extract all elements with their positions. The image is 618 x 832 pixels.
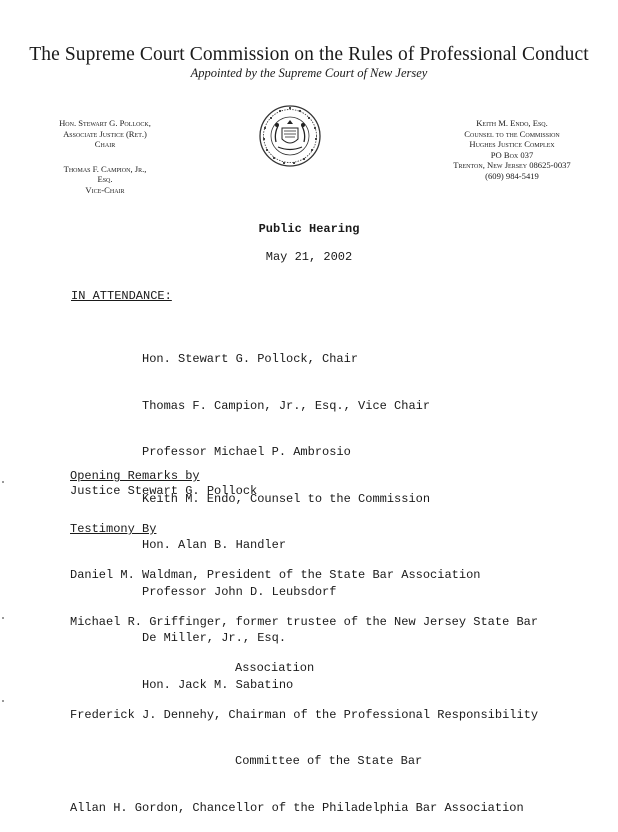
testimony-list — [70, 537, 538, 832]
testimony-heading: Testimony By — [70, 522, 157, 536]
list-item: Keith M. Endo, Counsel to the Commission — [142, 491, 431, 506]
counsel-building: Hughes Justice Complex — [469, 139, 555, 150]
list-item: Hon. Jack M. Sabatino — [142, 677, 294, 692]
list-item: Thomas F. Campion, Jr., Esq., Vice Chair — [142, 398, 431, 413]
opening-remarks-heading: Opening Remarks by — [70, 469, 200, 483]
chair-name: Hon. Stewart G. Pollock, — [59, 118, 151, 128]
opening-remarks-speaker: Justice Stewart G. Pollock — [70, 484, 258, 498]
list-item: Michael R. Griffinger, former trustee of the New Jersey State Bar — [70, 614, 539, 629]
state-seal-icon — [258, 104, 322, 168]
list-item: Allan H. Gordon, Chancellor of the Philadelphia Bar Association — [70, 800, 524, 815]
counsel-right-block — [418, 118, 606, 182]
officers-left-block — [20, 118, 190, 196]
list-item: Hon. Alan B. Handler — [142, 538, 287, 552]
scan-artifact — [2, 481, 4, 483]
list-item: Professor Michael P. Ambrosio — [142, 445, 351, 459]
list-item: Frederick J. Dennehy, Chairman of the Professional Responsibility — [70, 707, 539, 722]
vice-chair-name: Thomas F. Campion, Jr., — [63, 163, 147, 174]
list-item: De Miller, Jr., Esq. — [142, 631, 287, 645]
hearing-date: May 21, 2002 — [265, 250, 353, 264]
scan-artifact — [2, 617, 4, 619]
chair-title-line: Associate Justice (Ret.) — [63, 128, 147, 139]
list-item: Professor John D. Leubsdorf — [142, 584, 337, 599]
commission-subtitle: Appointed by the Supreme Court of New Jersey — [190, 66, 428, 80]
attendance-heading: IN ATTENDANCE: — [71, 289, 172, 303]
vice-chair-title-line: Esq. — [97, 174, 113, 185]
counsel-name: Keith M. Endo, Esq. — [476, 118, 548, 128]
list-item: Hon. Stewart G. Pollock, Chair — [142, 352, 359, 366]
scan-artifact — [2, 700, 4, 702]
hearing-title: Public Hearing — [258, 222, 360, 236]
vice-chair-role: Vice-Chair — [85, 184, 125, 195]
commission-title: The Supreme Court Commission on the Rules of Professional Conduct — [29, 44, 589, 65]
counsel-po-box: PO Box 037 — [490, 149, 534, 160]
list-item-continuation: Association — [235, 661, 315, 675]
list-item: Daniel M. Waldman, President of the State Bar Association — [70, 568, 481, 582]
counsel-city: Trenton, New Jersey 08625-0037 — [453, 160, 571, 171]
counsel-title: Counsel to the Commission — [464, 128, 560, 139]
counsel-phone: (609) 984-5419 — [485, 170, 539, 181]
list-item-continuation: Committee of the State Bar — [235, 754, 423, 768]
chair-role: Chair — [94, 139, 116, 150]
